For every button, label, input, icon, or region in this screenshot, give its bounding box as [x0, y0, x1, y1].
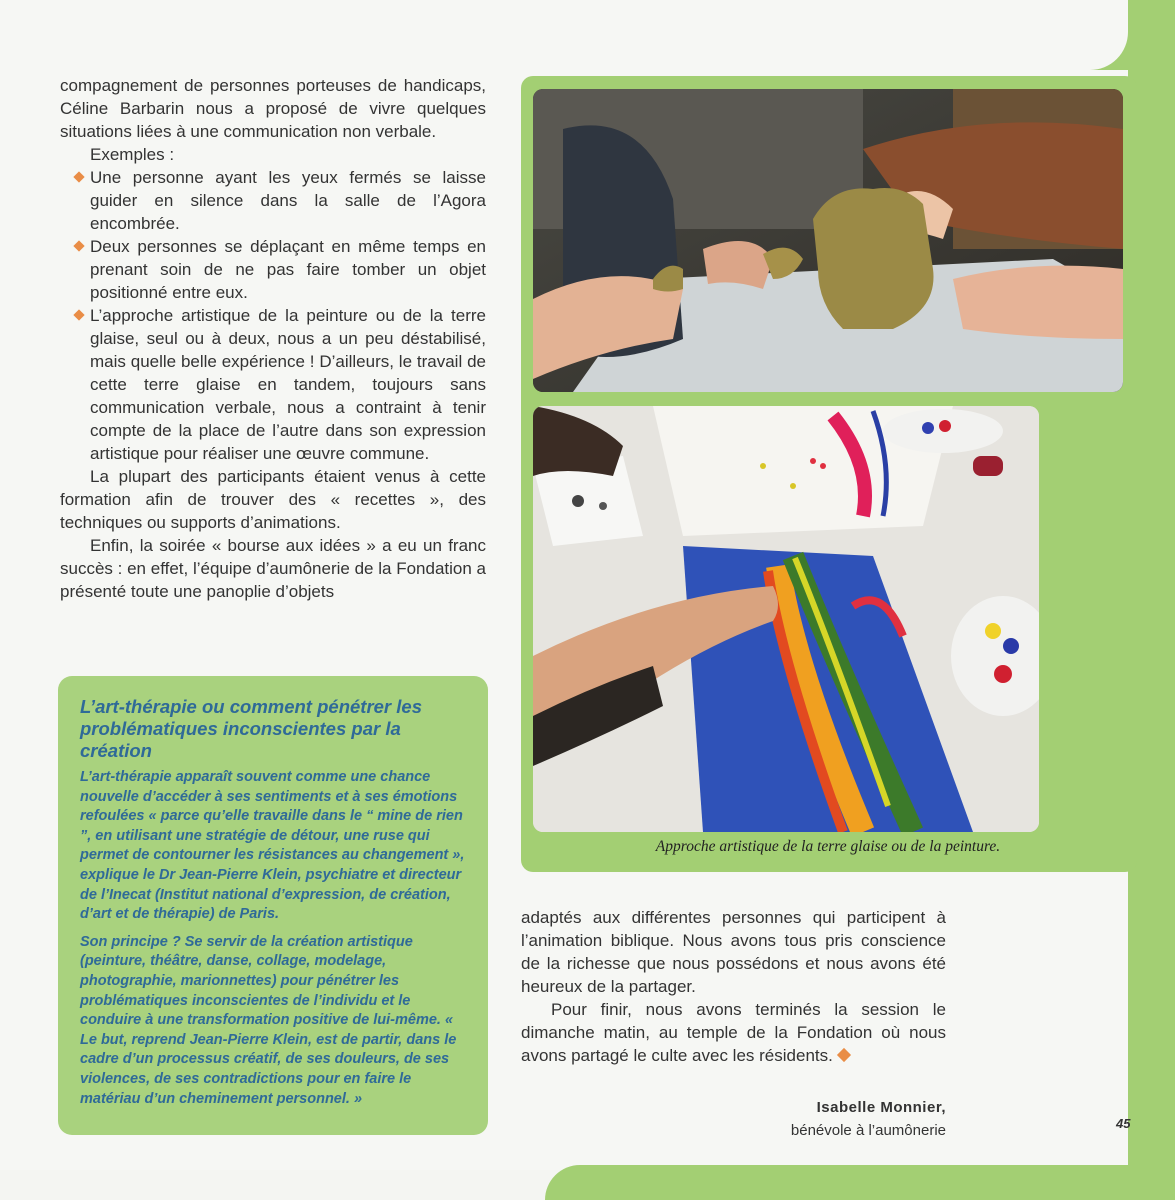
- list-item: L’approche artistique de la peinture ou de la terre glaise, seul ou à deux, nous a un peu déstabilisé, mais quelle belle expérience ! D’ailleurs, le travail de cette terre glaise en tandem, toujours sans communication verbale, nous a contraint à tenir compte de la place de l’autre dans son expression artistique pour réaliser une œuvre commune.: [90, 304, 486, 465]
- end-of-article-icon: [837, 1048, 851, 1062]
- painting-photo-illustration: [533, 406, 1039, 832]
- clay-photo: [533, 89, 1123, 392]
- box-paragraph-1: L’art-thérapie apparaît souvent comme une chance nouvelle d’accéder à ses sentiments et à ses émotions refoulées « parce qu’elle travaille dans le “ mine de rien ”, en utilisant une stratégie de détour, une ruse qui permet de contourner les résistances au changement », explique le Dr Jean-Pierre Klein, psychiatre et directeur de l’Inecat (Institut national d’expression, de création, d’art et de thérapie) de Paris.: [80, 769, 465, 923]
- page-background-top: [0, 0, 1128, 70]
- photo-caption: Approche artistique de la terre glaise ou de la peinture.: [655, 838, 1001, 855]
- diamond-bullet-icon: [73, 171, 84, 182]
- paragraph-conclusion: Pour finir, nous avons terminés la session le dimanche matin, au temple de la Fondation où nous avons partagé le culte avec les résidents.: [521, 1000, 946, 1065]
- examples-list: [60, 166, 486, 465]
- list-item: Deux personnes se déplaçant en même temps en prenant soin de ne pas faire tomber un objet positionné entre eux.: [90, 235, 486, 304]
- author-name: Isabelle Monnier,: [816, 1099, 946, 1116]
- page-number: 45: [1116, 1116, 1131, 1131]
- right-column: [521, 906, 946, 1067]
- page-frame-bottom: [545, 1165, 1175, 1200]
- box-paragraph-2: Son principe ? Se servir de la création artistique (peinture, théâtre, danse, collage, modelage, photographie, marionnettes) pour pénétrer les problématiques inconscientes de l’individu et le conduire à une transformation positive de lui-même. « Le but, reprend Jean-Pierre Klein, est de partir, dans le cadre d’un processus créatif, de ses douleurs, de ses violences, de ses contradictions pour en faire le matériau d’un cheminement personnel. »: [80, 933, 457, 1107]
- signature: [791, 1096, 946, 1142]
- paragraph-intro: compagnement de personnes porteuses de handicaps, Céline Barbarin nous a proposé de vivre quelques situations liées à une communication non verbale.: [60, 76, 486, 141]
- paragraph-participants: La plupart des participants étaient venus à cette formation afin de trouver des « recettes », des techniques ou supports d’animations.: [60, 467, 486, 532]
- painting-photo: [533, 406, 1039, 832]
- author-role: bénévole à l’aumônerie: [790, 1122, 946, 1139]
- list-item: Une personne ayant les yeux fermés se laisse guider en silence dans la salle de l’Agora encombrée.: [90, 166, 486, 235]
- left-column: [60, 74, 486, 603]
- box-title: L’art-thérapie ou comment pénétrer les problématiques inconscientes par la création: [80, 696, 422, 761]
- clay-photo-illustration: [533, 89, 1123, 392]
- art-therapy-box: [58, 676, 488, 1135]
- paragraph-objects: adaptés aux différentes personnes qui participent à l’animation biblique. Nous avons tous pris conscience de la richesse que nous possédons et nous avons été heureux de la partager.: [521, 908, 946, 996]
- diamond-bullet-icon: [73, 240, 84, 251]
- diamond-bullet-icon: [73, 309, 84, 320]
- paragraph-soiree: Enfin, la soirée « bourse aux idées » a eu un franc succès : en effet, l’équipe d’aumônerie de la Fondation a présenté toute une panoplie d’objets: [60, 536, 486, 601]
- examples-label: Exemples :: [90, 145, 175, 164]
